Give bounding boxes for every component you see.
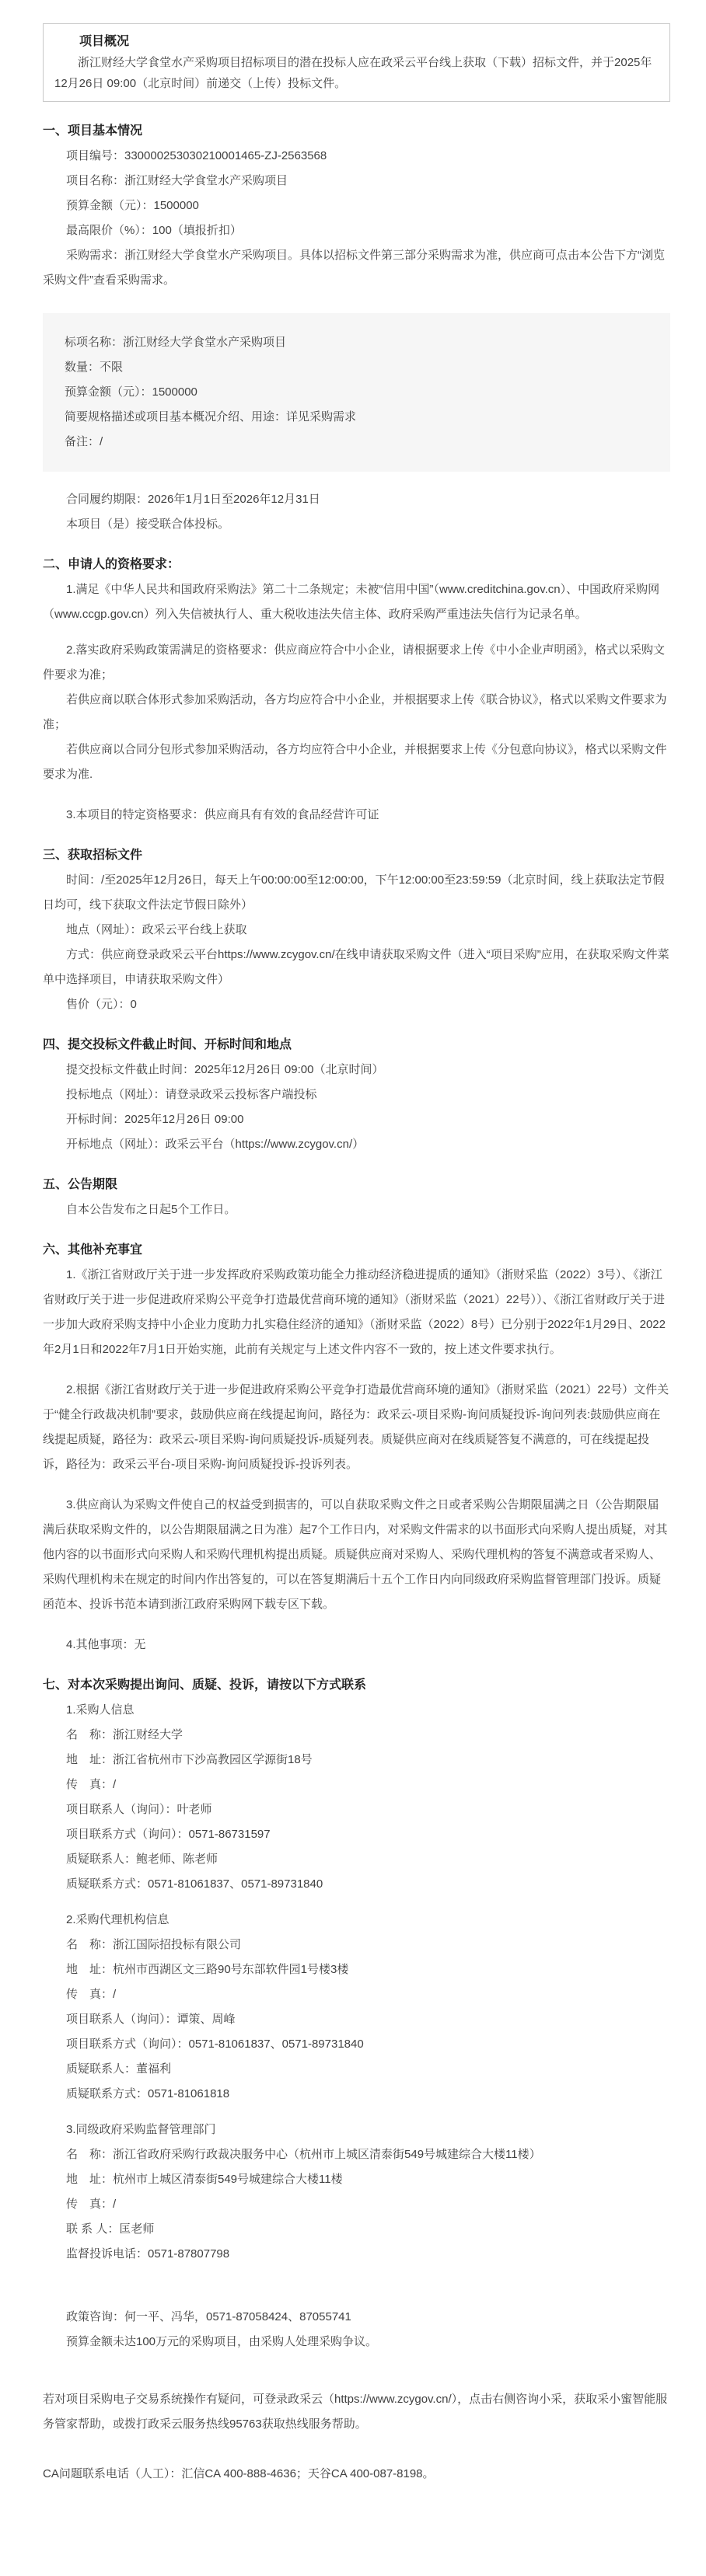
contract-period: 合同履约期限：2026年1月1日至2026年12月31日 [66,493,320,506]
agency-fax: 传 真：/ [66,1988,117,2001]
obtain-method: 方式：供应商登录政采云平台https://www.zcygov.cn/在线申请获取采购文件（进入“项目采购”应用，在获取采购文件菜单中选择项目，申请获取采购文件） [43,948,669,986]
purchaser-info-title: 1.采购人信息 [66,1703,135,1717]
purchaser-contact-phone: 项目联系方式（询问）：0571-86731597 [66,1828,271,1841]
purchaser-fax: 传 真：/ [66,1778,117,1791]
regulator-contact: 联 系 人：匡老师 [66,2222,155,2236]
dispute-note: 预算金额未达100万元的采购项目，由采购人处理采购争议。 [66,2335,378,2348]
qualification-1: 1.满足《中华人民共和国政府采购法》第二十二条规定；未被“信用中国”（www.creditchina.gov.cn）、中国政府采购网（www.ccgp.gov.cn）列入失信被执行人、重大税收违法失信主体、政府采购严重违法失信行为记录名单。 [43,583,660,621]
obtain-time: 时间：/至2025年12月26日，每天上午00:00:00至12:00:00，下午12:00:00至23:59:59（北京时间，线上获取法定节假日均可，线下获取文件法定节假日除外） [43,873,665,912]
overview-title: 项目概况 [79,35,130,48]
supplement-2: 2.根据《浙江省财政厅关于进一步促进政府采购公平竞争打造最优营商环境的通知》（浙财采监（2021）22号）文件关于“健全行政裁决机制”要求，鼓励供应商在线提起询问，路径为：政采云-项目采购-询问质疑投诉-询问列表:鼓励供应商在线提起质疑，路径为：政采云-项目采购-询问质疑投诉-质疑列表。质疑供应商对在线质疑答复不满意的，可在线提起投诉，路径为：政采云平台-项目采购-询问质疑投诉-投诉列表。 [43,1383,669,1471]
price-cap: 最高限价（%）：100（填报折扣） [66,224,242,237]
overview-text: 浙江财经大学食堂水产采购项目招标项目的潜在投标人应在政采云平台线上获取（下载）招标文件，并于2025年12月26日 09:00（北京时间）前递交（上传）投标文件。 [54,56,652,90]
regulator-address: 地 址：杭州市上城区清泰街549号城建综合大楼11楼 [66,2173,343,2186]
policy-consult: 政策咨询：何一平、冯华，0571-87058424、87055741 [66,2310,351,2323]
agency-contact: 项目联系人（询问）：谭策、周峰 [66,2013,236,2026]
open-time: 开标时间：2025年12月26日 09:00 [66,1113,244,1126]
lot-budget: 预算金额（元）：1500000 [65,385,197,399]
qualification-2-subcontract: 若供应商以合同分包形式参加采购活动，各方均应符合中小企业，并根据要求上传《分包意向协议》，格式以采购文件要求为准. [43,743,667,781]
project-name: 项目名称：浙江财经大学食堂水产采购项目 [66,174,288,187]
qualification-2: 2.落实政府采购政策需满足的资格要求：供应商应符合中小企业，请根据要求上传《中小企业声明函》，格式以采购文件要求为准； [43,643,666,681]
regulator-fax: 传 真：/ [66,2198,117,2211]
obtain-place: 地点（网址）：政采云平台线上获取 [66,923,247,936]
supplement-3: 3.供应商认为采购文件使自己的权益受到损害的，可以自获取采购文件之日或者采购公告期限届满之日（公告期限届满后获取采购文件的，以公告期限届满之日为准）起7个工作日内，对采购文件需求的以书面形式向采购人提出质疑，对其他内容的以书面形式向采购人和采购代理机构提出质疑。质疑供应商对采购人、采购代理机构的答复不满意或者采购人、采购代理机构未在规定的时间内作出答复的，可以在答复期满后十五个工作日内向同级政府采购监督管理部门投诉。质疑函范本、投诉书范本请到浙江政府采购网下载专区下载。 [43,1498,668,1611]
agency-query-phone: 质疑联系方式：0571-81061818 [66,2087,230,2100]
project-overview-box [43,23,670,102]
lot-quantity: 数量：不限 [65,361,124,374]
project-number: 项目编号：330000253030210001465-ZJ-2563568 [66,149,327,162]
section-7-heading: 七、对本次采购提出询问、质疑、投诉，请按以下方式联系 [43,1678,367,1692]
open-place: 开标地点（网址）：政采云平台（https://www.zcygov.cn/） [66,1138,365,1151]
bid-place: 投标地点（网址）：请登录政采云投标客户端投标 [66,1088,317,1101]
announcement-period: 自本公告发布之日起5个工作日。 [66,1203,236,1216]
consortium-bid: 本项目（是）接受联合体投标。 [66,518,230,531]
lot-remark: 备注：/ [65,435,103,448]
section-4-heading: 四、提交投标文件截止时间、开标时间和地点 [43,1038,292,1051]
section-3-heading: 三、获取招标文件 [43,849,143,862]
agency-query-contact: 质疑联系人：董福利 [66,2062,172,2076]
announcement-page [0,23,706,2518]
supplement-4: 4.其他事项：无 [66,1638,146,1651]
purchaser-name: 名 称：浙江财经大学 [66,1728,183,1741]
submit-deadline: 提交投标文件截止时间：2025年12月26日 09:00（北京时间） [66,1063,384,1076]
system-help-note: 若对项目采购电子交易系统操作有疑问，可登录政采云（https://www.zcygov.cn/），点击右侧咨询小采，获取采小蜜智能服务管家帮助，或拨打政采云服务热线95763获取热线服务帮助。 [43,2393,668,2431]
section-6-heading: 六、其他补充事宜 [43,1243,143,1257]
purchaser-query-contact: 质疑联系人：鲍老师、陈老师 [66,1853,218,1866]
regulator-info-title: 3.同级政府采购监督管理部门 [66,2123,216,2136]
qualification-3: 3.本项目的特定资格要求：供应商具有有效的食品经营许可证 [66,808,379,821]
section-2-heading: 二、申请人的资格要求： [43,558,180,571]
budget-amount: 预算金额（元）：1500000 [66,199,199,212]
purchaser-address: 地 址：浙江省杭州市下沙高教园区学源街18号 [66,1753,313,1766]
agency-name: 名 称：浙江国际招投标有限公司 [66,1938,242,1951]
section-1-heading: 一、项目基本情况 [43,124,143,138]
regulator-name: 名 称：浙江省政府采购行政裁决服务中心（杭州市上城区清泰街549号城建综合大楼11楼） [66,2148,541,2161]
qualification-2-consortium: 若供应商以联合体形式参加采购活动，各方均应符合中小企业，并根据要求上传《联合协议》，格式以采购文件要求为准； [43,693,667,731]
agency-address: 地 址：杭州市西湖区文三路90号东部软件园1号楼3楼 [66,1963,349,1976]
regulator-complaint-phone: 监督投诉电话：0571-87807798 [66,2247,230,2261]
ca-contact-note: CA问题联系电话（人工）：汇信CA 400-888-4636；天谷CA 400-087-8198。 [43,2467,435,2480]
procurement-demand: 采购需求：浙江财经大学食堂水产采购项目。具体以招标文件第三部分采购需求为准，供应商可点击本公告下方“浏览采购文件”查看采购需求。 [43,249,666,287]
purchaser-query-phone: 质疑联系方式：0571-81061837、0571-89731840 [66,1877,323,1891]
section-5-heading: 五、公告期限 [43,1178,118,1191]
purchaser-contact: 项目联系人（询问）：叶老师 [66,1803,212,1816]
lot-spec: 简要规格描述或项目基本概况介绍、用途：详见采购需求 [65,410,357,424]
supplement-1: 1.《浙江省财政厅关于进一步发挥政府采购政策功能全力推动经济稳进提质的通知》（浙财采监（2022）3号）、《浙江省财政厅关于进一步促进政府采购公平竞争打造最优营商环境的通知》（浙财采监（2021）22号））、《浙江省财政厅关于进一步加大政府采购支持中小企业力度助力扎实稳住经济的通知》（浙财采监（2022）8号）已分别于2022年1月29日、2022年2月1日和2022年7月1日开始实施，此前有关规定与上述文件内容不一致的，按上述文件要求执行。 [43,1268,666,1356]
lot-name: 标项名称：浙江财经大学食堂水产采购项目 [65,336,287,349]
obtain-price: 售价（元）：0 [66,998,137,1011]
agency-info-title: 2.采购代理机构信息 [66,1913,170,1926]
agency-contact-phone: 项目联系方式（询问）：0571-81061837、0571-89731840 [66,2037,364,2051]
lot-info-box [43,313,670,472]
